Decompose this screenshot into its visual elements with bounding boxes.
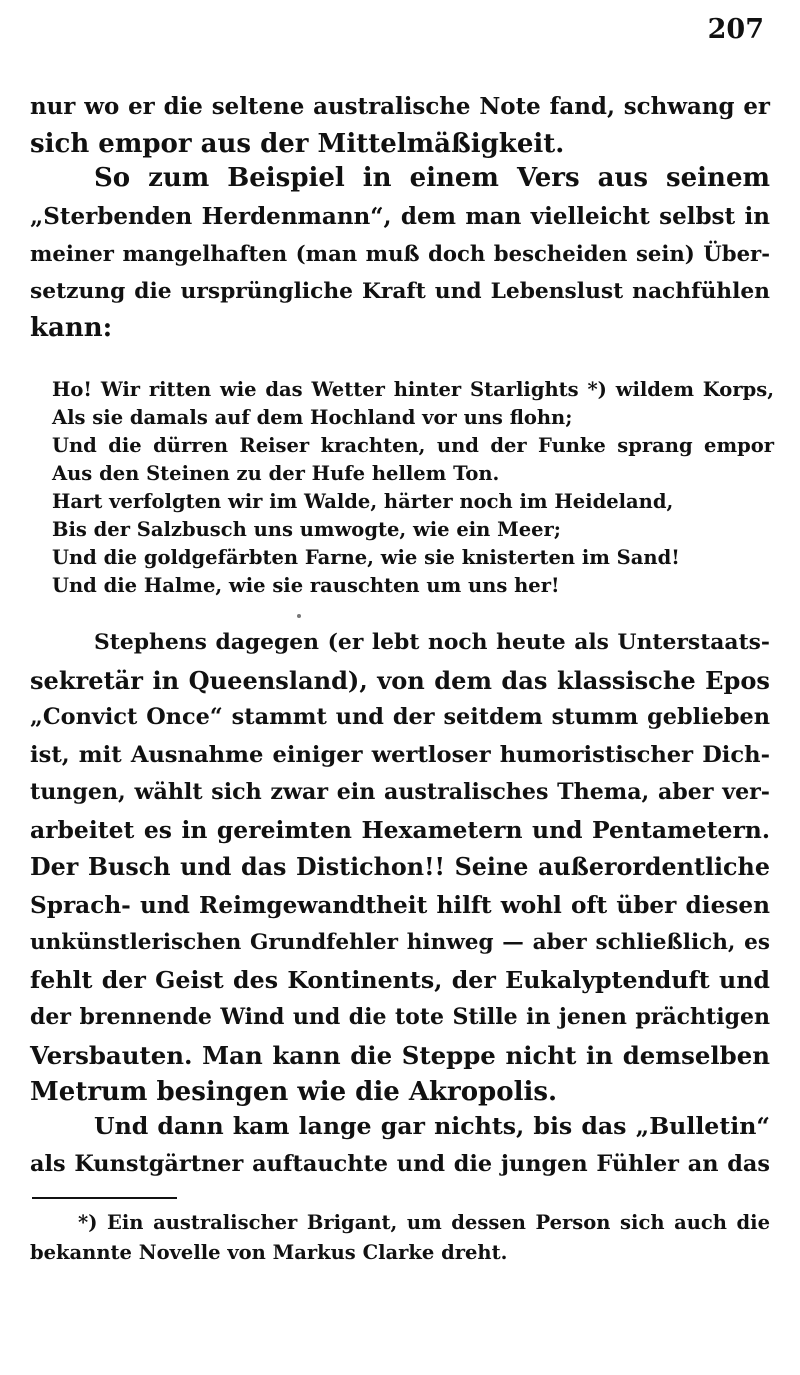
footnote-divider <box>32 1197 177 1199</box>
text-line: als Kunstgärtner auftauchte und die jungen Fühler an das <box>30 1150 770 1177</box>
text-line: Versbauten. Man kann die Steppe nicht in demselben <box>30 1040 770 1070</box>
text-line: So zum Beispiel in einem Vers aus seinem <box>94 163 770 193</box>
text-line: tungen, wählt sich zwar ein australisches Thema, aber ver- <box>30 779 770 805</box>
text-line: kann: <box>30 313 113 343</box>
text-line: Der Busch und das Distichon!! Seine außerordentliche <box>30 853 770 881</box>
poem-quotation <box>52 376 774 600</box>
text-line: ist, mit Ausnahme einiger wertloser humoristischer Dich- <box>30 741 770 768</box>
text-line: meiner mangelhaften (man muß doch bescheiden sein) Über- <box>30 241 770 266</box>
paragraph-bulletin <box>30 1108 770 1183</box>
paragraph-stephens <box>30 624 770 1112</box>
text-line: „Convict Once“ stammt und der seitdem stumm geblieben <box>30 704 770 730</box>
poem-line: Hart verfolgten wir im Walde, härter noch im Heideland, <box>52 490 674 513</box>
text-line: unkünstlerischen Grundfehler hinweg — aber schließlich, es <box>30 930 770 955</box>
text-line: Metrum besingen wie die Akropolis. <box>30 1077 558 1107</box>
footnote-line: bekannte Novelle von Markus Clarke dreht. <box>30 1241 508 1264</box>
text-line: Und dann kam lange gar nichts, bis das „Bulletin“ <box>94 1112 770 1140</box>
paragraph-continuation <box>30 88 770 163</box>
text-line: nur wo er die seltene australische Note fand, schwang er <box>30 93 770 120</box>
print-speck <box>297 614 301 618</box>
poem-line: Bis der Salzbusch uns umwogte, wie ein Meer; <box>52 518 561 541</box>
poem-line: Und die goldgefärbten Farne, wie sie knisterten im Sand! <box>52 546 680 569</box>
footnote-line: *) Ein australischer Brigant, um dessen Person sich auch die <box>78 1211 770 1234</box>
footnote <box>30 1208 770 1268</box>
text-line: Stephens dagegen (er lebt noch heute als Unterstaats- <box>94 630 770 655</box>
text-line: sich empor aus der Mittelmäßigkeit. <box>30 128 565 159</box>
text-line: Sprach- und Reimgewandtheit hilft wohl oft über diesen <box>30 891 770 919</box>
paragraph-example-intro <box>30 160 770 348</box>
poem-line: Als sie damals auf dem Hochland vor uns flohn; <box>52 406 573 429</box>
text-line: setzung die ursprüngliche Kraft und Lebenslust nachfühlen <box>30 278 770 304</box>
poem-line: Aus den Steinen zu der Hufe hellem Ton. <box>52 462 500 485</box>
text-line: arbeitet es in gereimten Hexametern und Pentametern. <box>30 815 770 844</box>
poem-line: Ho! Wir ritten wie das Wetter hinter Starlights *) wildem Korps, <box>52 378 774 401</box>
poem-line: Und die Halme, wie sie rauschten um uns her! <box>52 574 560 597</box>
poem-line: Und die dürren Reiser krachten, und der Funke sprang empor <box>52 434 774 457</box>
text-line: sekretär in Queensland), von dem das klassische Epos <box>30 665 770 695</box>
text-line: „Sterbenden Herdenmann“, dem man vielleicht selbst in <box>30 202 770 230</box>
text-line: der brennende Wind und die tote Stille in jenen prächtigen <box>30 1004 770 1030</box>
page-number: 207 <box>707 14 764 45</box>
text-line: fehlt der Geist des Kontinents, der Eukalyptenduft und <box>30 965 770 994</box>
